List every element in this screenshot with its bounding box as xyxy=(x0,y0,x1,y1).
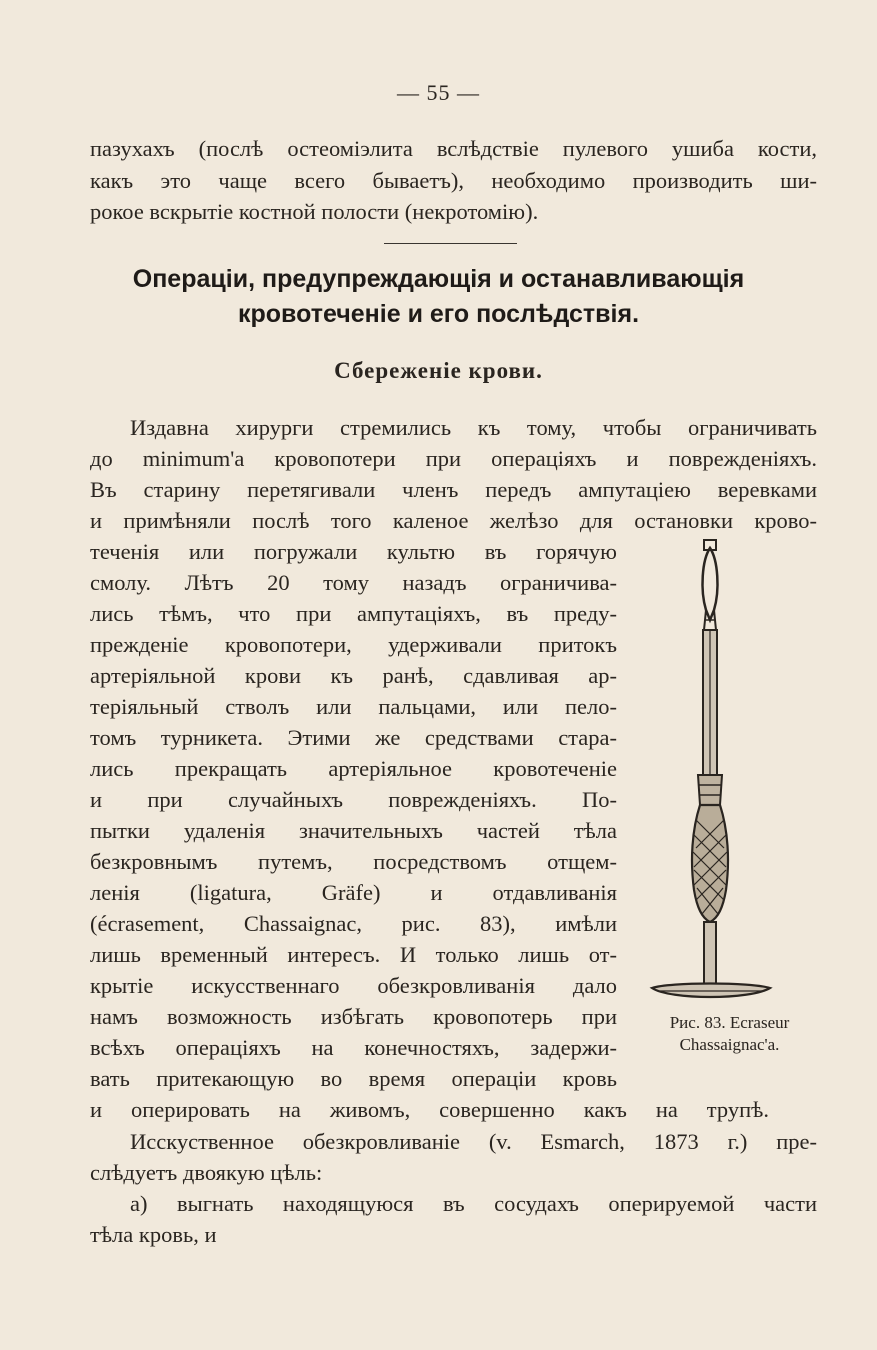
text-line: лись прекращать артеріяльное кровотеченіе xyxy=(90,756,617,781)
text-line: и оперировать на живомъ, совершенно какъ на трупѣ. xyxy=(90,1097,769,1122)
ecraseur-illustration xyxy=(640,530,820,1010)
paragraph-first-line: Исскуственное обезкровливаніе (v. Esmarch, 1873 г.) пре- xyxy=(130,1129,817,1154)
text-line: (écrasement, Chassaignac, рис. 83), имѣли xyxy=(90,911,617,936)
text-line: теченія или погружали культю въ горячую xyxy=(90,539,617,564)
page-number: — 55 — xyxy=(397,80,480,105)
text-line: Въ старину перетягивали членъ передъ ампутаціею веревками xyxy=(90,477,817,502)
section-heading-line-2: кровотеченіе и его послѣдствія. xyxy=(237,300,640,328)
text-line: ленія (ligatura, Gräfe) и отдавливанія xyxy=(90,880,617,905)
text-line: лись тѣмъ, что при ампутаціяхъ, въ преду- xyxy=(90,601,617,626)
section-heading-line-1: Операціи, предупреждающія и останавливающія xyxy=(132,265,745,293)
text-line: томъ турникета. Этими же средствами стара- xyxy=(90,725,617,750)
section-divider xyxy=(384,243,517,244)
text-line: и примѣняли послѣ того каленое желѣзо для остановки крово- xyxy=(90,508,817,533)
text-line: пытки удаленія значительныхъ частей тѣла xyxy=(90,818,617,843)
text-line: артеріяльной крови къ ранѣ, сдавливая ар- xyxy=(90,663,617,688)
paragraph-first-line: Издавна хирурги стремились къ тому, чтобы ограничивать xyxy=(130,415,817,440)
text-line: пазухахъ (послѣ остеоміэлита вслѣдствіе пулевого ушиба кости, xyxy=(90,136,817,161)
list-item: а) выгнать находящуюся въ сосудахъ оперируемой части xyxy=(130,1191,817,1216)
figure-caption-line-1: Рис. 83. Ecraseur xyxy=(669,1013,790,1032)
subsection-heading: Сбереженіе крови. xyxy=(334,358,543,383)
text-line: какъ это чаще всего бываетъ), необходимо производить ши- xyxy=(90,168,817,193)
text-line: теріяльный стволъ или пальцами, или пело- xyxy=(90,694,617,719)
text-line: рокое вскрытіе костной полости (некротомію). xyxy=(90,199,539,224)
text-line: безкровнымъ путемъ, посредствомъ отщем- xyxy=(90,849,617,874)
text-line: тѣла кровь, и xyxy=(90,1222,217,1247)
text-line: намъ возможность избѣгать кровопотерь при xyxy=(90,1004,617,1029)
text-line: прежденіе кровопотери, удерживали притокъ xyxy=(90,632,617,657)
text-line: до minimum'a кровопотери при операціяхъ и поврежденіяхъ. xyxy=(90,446,817,471)
figure-caption-line-2: Chassaignac'a. xyxy=(679,1035,780,1054)
text-line: лишь временный интересъ. И только лишь от- xyxy=(90,942,617,967)
text-line: и при случайныхъ поврежденіяхъ. По- xyxy=(90,787,617,812)
text-line: слѣдуетъ двоякую цѣль: xyxy=(90,1160,323,1185)
text-line: смолу. Лѣтъ 20 тому назадъ ограничива- xyxy=(90,570,617,595)
text-line: крытіе искусственнаго обезкровливанія дало xyxy=(90,973,617,998)
text-line: всѣхъ операціяхъ на конечностяхъ, задержи- xyxy=(90,1035,617,1060)
text-line: вать притекающую во время операціи кровь xyxy=(90,1066,617,1091)
